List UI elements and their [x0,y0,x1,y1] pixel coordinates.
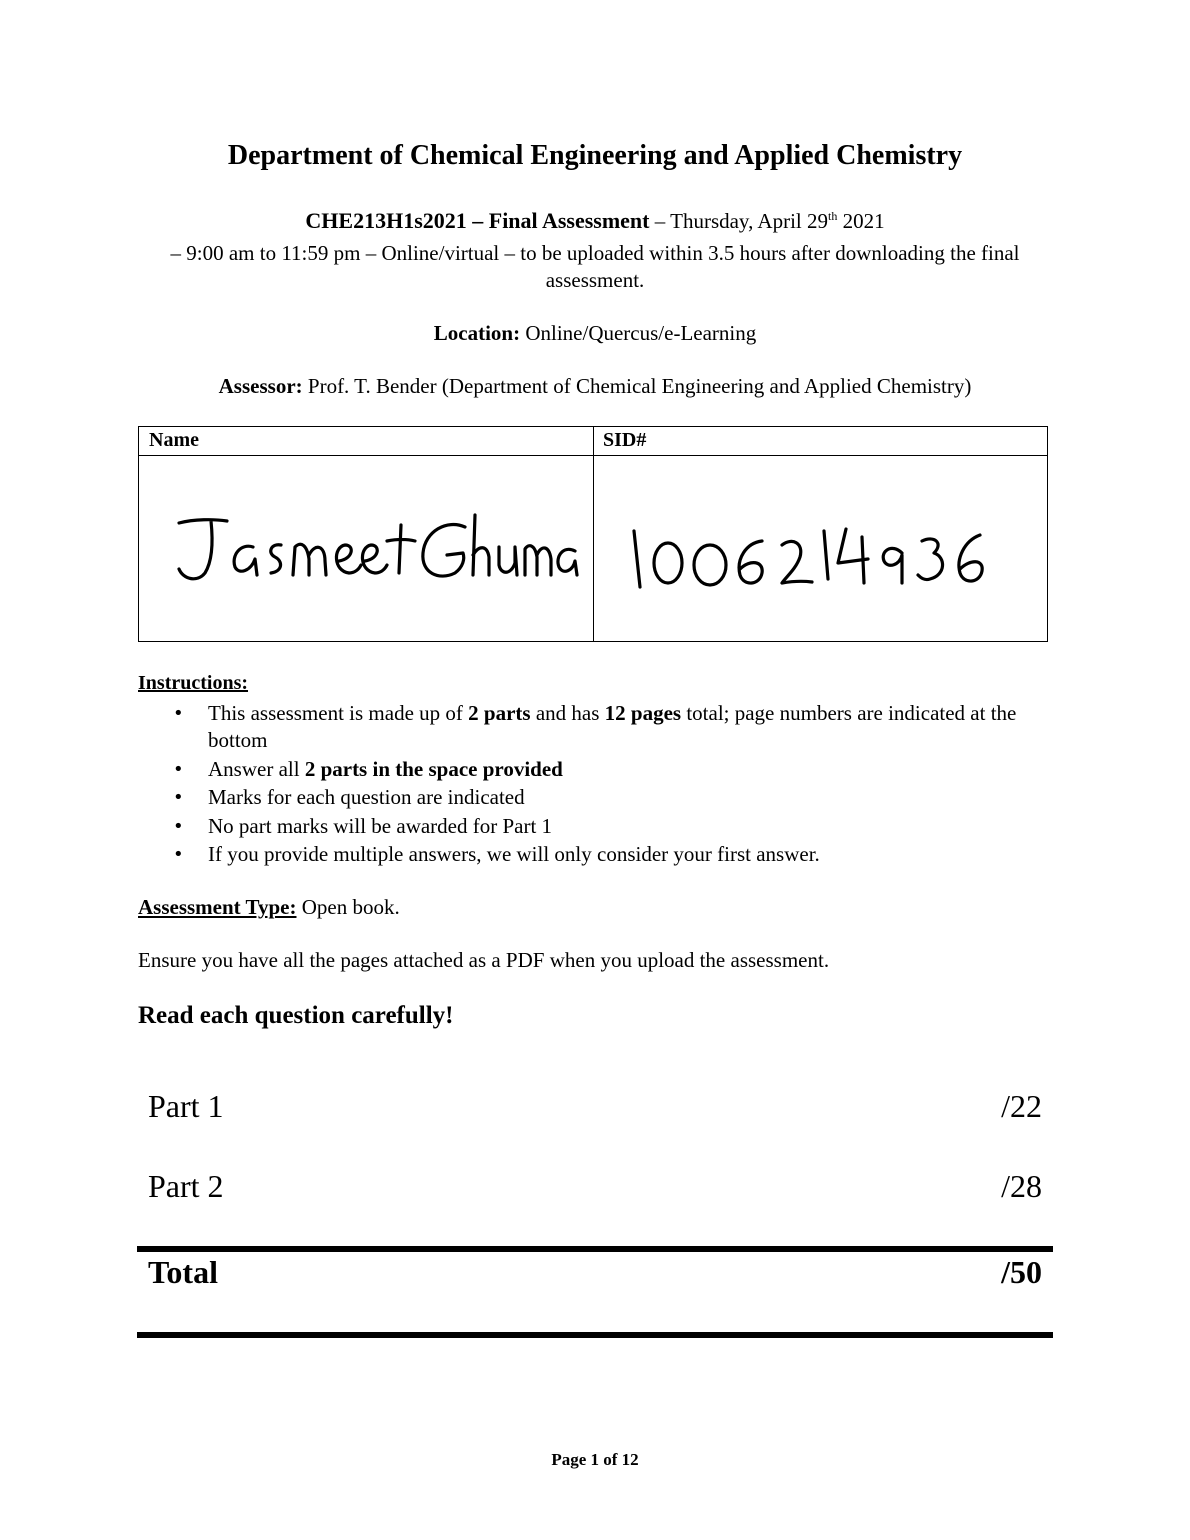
instruction-item [138,784,1068,811]
total-score: /50 [1001,1254,1042,1290]
identity-table [138,426,1048,642]
name-value [139,427,140,428]
assessor-line [0,374,1190,399]
instruction-bold: 2 parts in the space provided [304,756,563,781]
handwritten-name-signature [169,475,579,605]
score-rule-bottom [137,1332,1053,1338]
instructions-title: Instructions: [138,672,249,694]
time-details: – 9:00 am to 11:59 pm – Online/virtual – to be uploaded within 3.5 hours after downloading the final assessment. [170,241,1020,292]
handwritten-sid-number [624,479,1004,609]
instruction-text: and has [530,701,605,725]
total-label: Total [148,1254,218,1290]
date-prefix: – Thursday, April 29 [649,209,828,233]
instruction-text: If you provide multiple answers, we will only consider your first answer. [208,842,820,866]
instructions-list [138,700,1068,870]
department-heading: Department of Chemical Engineering and Applied Chemistry [227,140,963,171]
name-header: Name [149,429,199,451]
page-number: Page 1 of 12 [551,1450,639,1469]
assessor-value: Prof. T. Bender (Department of Chemical Engineering and Applied Chemistry) [302,374,972,398]
assessment-type [138,895,400,920]
instruction-item [138,841,1068,868]
part2-score: /28 [1001,1168,1042,1204]
part2-label: Part 2 [148,1168,224,1204]
assessment-type-value: Open book. [296,895,400,919]
instruction-text: Marks for each question are indicated [208,785,525,809]
assessment-type-label: Assessment Type: [138,895,297,919]
instruction-bold: 12 pages [604,701,682,725]
table-divider-horizontal [139,455,1047,456]
instruction-text: Answer all [208,756,305,781]
instruction-item [138,700,1068,754]
course-line [0,208,1190,234]
assessor-label: Assessor: [218,374,303,398]
location-value: Online/Quercus/e-Learning [520,321,757,345]
sid-header: SID# [603,429,647,451]
part1-score: /22 [1001,1088,1042,1124]
instruction-item [138,813,1068,840]
instruction-item [138,756,1068,783]
instruction-text: total; page numbers are indicated at the bottom [208,701,1017,752]
location-line [0,321,1190,346]
instruction-text: This assessment is made up of [208,701,469,725]
read-carefully-note: Read each question carefully! [138,1002,454,1029]
location-label: Location: [433,321,521,345]
score-rule-top [137,1246,1053,1252]
table-divider-vertical [593,427,594,641]
course-code: CHE213H1s2021 – Final Assessment [305,208,650,233]
ensure-note: Ensure you have all the pages attached as a PDF when you upload the assessment. [138,948,830,972]
sid-value [139,427,140,428]
part1-label: Part 1 [148,1088,224,1124]
date-suffix: 2021 [837,209,885,233]
instruction-bold: 2 parts [468,701,531,725]
date-superscript: th [828,209,838,223]
instruction-text: No part marks will be awarded for Part 1 [208,813,553,838]
